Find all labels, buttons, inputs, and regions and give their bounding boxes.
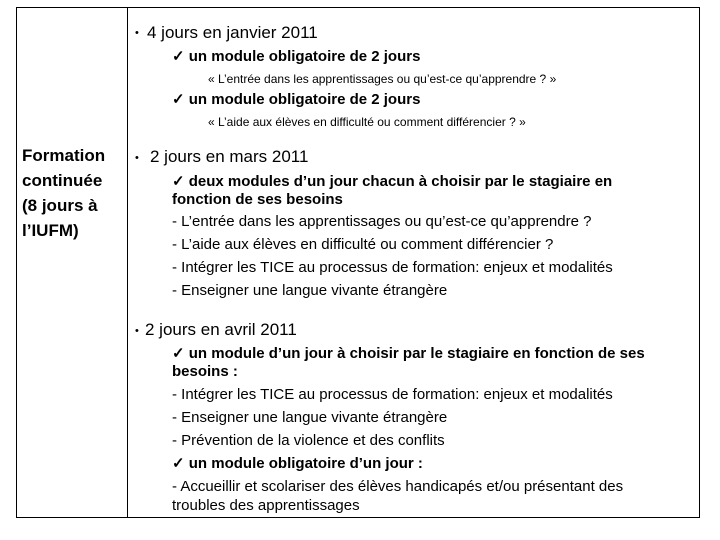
check-icon: ✓ (172, 173, 185, 190)
check-icon: ✓ (172, 455, 185, 472)
list-item: - L’entrée dans les apprentissages ou qu’est-ce qu’apprendre ? (172, 213, 592, 230)
section3-item-list (172, 383, 613, 452)
check-icon: ✓ (172, 48, 185, 65)
list-item: - Prévention de la violence et des conflits (172, 432, 445, 449)
section3-choice-line2: besoins : (172, 363, 238, 380)
check-icon: ✓ (172, 345, 185, 362)
section3-mandatory-line1: - Accueillir et scolariser des élèves handicapés et/ou présentant des (172, 478, 624, 495)
list-item: - Enseigner une langue vivante étrangère (172, 282, 448, 299)
list-item: - Intégrer les TICE au processus de formation: enjeux et modalités (172, 259, 613, 276)
section3-choice (172, 344, 645, 362)
list-item: - Intégrer les TICE au processus de formation: enjeux et modalités (172, 386, 613, 403)
section2-choice (172, 172, 612, 190)
section2-item-list (172, 210, 613, 302)
section3-heading: 2 jours en avril 2011 (145, 320, 297, 339)
left-cell-line: continuée (22, 171, 103, 190)
section1-module1-label: un module obligatoire de 2 jours (188, 48, 421, 65)
section1-module2 (172, 90, 420, 108)
bullet-icon: • (135, 152, 139, 164)
section1-module2-label: un module obligatoire de 2 jours (188, 91, 421, 108)
check-icon: ✓ (172, 91, 185, 108)
list-item: - Enseigner une langue vivante étrangère (172, 409, 448, 426)
section3-choice-line1: un module d’un jour à choisir par le stagiaire en fonction de ses (188, 345, 645, 362)
list-item: - L’aide aux élèves en difficulté ou comment différencier ? (172, 236, 554, 253)
section1-heading: 4 jours en janvier 2011 (147, 23, 318, 42)
left-cell-title (22, 143, 122, 243)
section3-mandatory-label: un module obligatoire d’un jour : (188, 455, 423, 472)
left-cell-line: Formation (22, 146, 106, 165)
section1-module1 (172, 47, 420, 65)
section3-mandatory-line2: troubles des apprentissages (172, 497, 360, 514)
section2-choice-line1: deux modules d’un jour chacun à choisir par le stagiaire en (188, 173, 613, 190)
section3-mandatory (172, 454, 423, 472)
section1-module2-quote: « L’aide aux élèves en difficulté ou comment différencier ? » (208, 115, 526, 129)
section1-module1-quote: « L’entrée dans les apprentissages ou qu’est-ce qu’apprendre ? » (208, 72, 557, 86)
left-cell-line: (8 jours à (22, 196, 98, 215)
section2-heading: 2 jours en mars 2011 (150, 147, 309, 166)
bullet-icon: • (135, 27, 139, 39)
left-cell-line: l’IUFM) (22, 221, 79, 240)
bullet-icon: • (135, 325, 139, 337)
section2-choice-line2: fonction de ses besoins (172, 191, 343, 208)
column-divider (127, 7, 128, 518)
